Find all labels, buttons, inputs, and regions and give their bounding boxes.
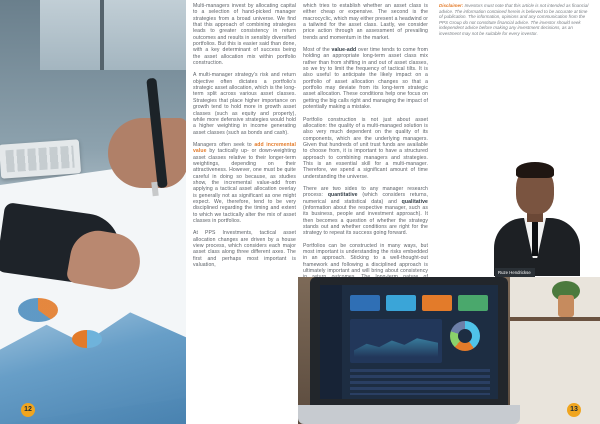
disclaimer-text: Investors must note that this article is not intended as financial advice. The information contained herein is believed to be accurate at time of publication. The information, opinions and any communication from the PPS Group do not constitute financial advice. The investor should seek independent advice before making any investment decisions, as an investment may not be suitable for every investor. xyxy=(439,3,589,36)
wall xyxy=(510,277,600,424)
portrait-caption: Ruze Hendrickse xyxy=(495,268,535,277)
highlight-text: qualitative xyxy=(401,198,428,205)
author-portrait xyxy=(486,144,596,276)
window-frame xyxy=(100,0,104,70)
article-column-2 xyxy=(303,3,428,306)
printed-pie-chart-small xyxy=(72,330,102,348)
window xyxy=(40,0,186,70)
paragraph: At PPS Investments, tactical asset allocation changes are driven by a house view process, which considers each major asset class along three different axes. The first and perhaps most important is valuation, xyxy=(193,230,296,269)
business-desk-photo xyxy=(0,0,186,424)
dashboard-card xyxy=(422,295,452,311)
paragraph: There are two sides to any manager research process: quantitative (which considers returns, numerical and statistical data) and qualitative (information about the respective manager, such as its business, people and investment approach). It then becomes a question of whether the strategy stands out and whether conditions are right for the strategy to repeat its success going forward. xyxy=(303,185,428,237)
calculator-image xyxy=(0,139,81,178)
paragraph: Managers often seek to add incremental value by tactically up- or down-weighting asset classes relative to their longer-term weightings, depending on their attractiveness. However, one must be quite careful in doing so because, as studies show, the incremental value-add from applying a tactical asset allocation overlay is generally not as significant as one might expect. We, therefore, tend to be very disciplined regarding the timing and extent to which we tactically alter the mix of asset classes in portfolios. xyxy=(193,141,297,224)
paragraph: Most of the value-add over time tends to come from holding an appropriate long-term asset class mix rather than from shifting in and out of asset classes, so we try to limit the frequency of tactical tilts. It is also useful to anticipate the likely impact on a portfolio of asset allocation changes so that a portfolio may deviate from its long-term strategic asset allocation. These conditions help one focus on getting the big calls right and managing the impact of potentially making a mistake. xyxy=(303,47,428,111)
disclaimer-label: Disclaimer: xyxy=(439,3,464,8)
disclaimer xyxy=(439,3,590,37)
shelf xyxy=(510,317,600,321)
tie xyxy=(532,222,538,256)
article-column-1 xyxy=(193,3,296,274)
paragraph: Portfolios can be constructed in many ways, but most important is understanding the risks embedded in an approach. Sticking to a well-thought-out framework and following a disciplined approach is ultimately important and will bring about consistency xyxy=(303,242,428,275)
dashboard-table xyxy=(350,369,490,395)
dashboard-sidebar xyxy=(320,285,342,399)
laptop-dashboard-photo xyxy=(298,277,600,424)
dashboard-card xyxy=(386,295,416,311)
dashboard-card xyxy=(350,295,380,311)
paragraph: which tries to establish whether an asset class is either cheap or expensive. The second is the macrocyclic, which may either present a headwind or a tailwind for the asset class. Lastly, we consider price action through an assessment of prevailing trends and momentum in the market. xyxy=(303,3,428,41)
printed-pie-chart xyxy=(18,298,58,322)
page-number-right: 13 xyxy=(567,403,581,417)
paragraph: A multi-manager strategy’s risk and return objective often dictates a portfolio’s strategic asset allocation, which is the long-term split across various asset classes. Strategies that place higher importance on growth tend to hold more in growth asset classes (such as equity and property), while more defensive strategies would hold a higher weighting in income generating asset classes (such as bonds and cash). xyxy=(193,72,296,136)
highlight-text: quantitative xyxy=(327,192,358,199)
laptop-base xyxy=(298,405,520,424)
hair xyxy=(516,162,554,178)
paragraph: Portfolio construction is not just about asset allocation: the quality of a multi-managed solution is also very much dependent on the quality of its components, which are the underlying managers. Given that hundreds of unit trust funds are available to choose from, it is important to have a structured approach to combining managers and strategies. This is an essential skill for a multi-manager. Therefore, we spend a significant amount of time understanding the universe. xyxy=(303,116,428,180)
page-number-left: 12 xyxy=(21,403,35,417)
plant-pot xyxy=(558,295,574,317)
dashboard-screen xyxy=(320,285,498,399)
dashboard-card xyxy=(458,295,488,311)
highlight-text: add incremental value xyxy=(193,141,297,155)
paragraph: Multi-managers invest by allocating capital to a selection of hand-picked manager strategies from a broad universe. We find that this approach of combining strategies leads to greater consistency in return outcomes and results in sensibly diversified portfolios. But this is easier said than done, with a key determinant of success being the asset allocation mix within portfolio construction. xyxy=(193,3,296,67)
highlight-text: value-add xyxy=(331,47,357,54)
dashboard-donut-chart xyxy=(450,321,480,351)
hand xyxy=(108,118,186,188)
